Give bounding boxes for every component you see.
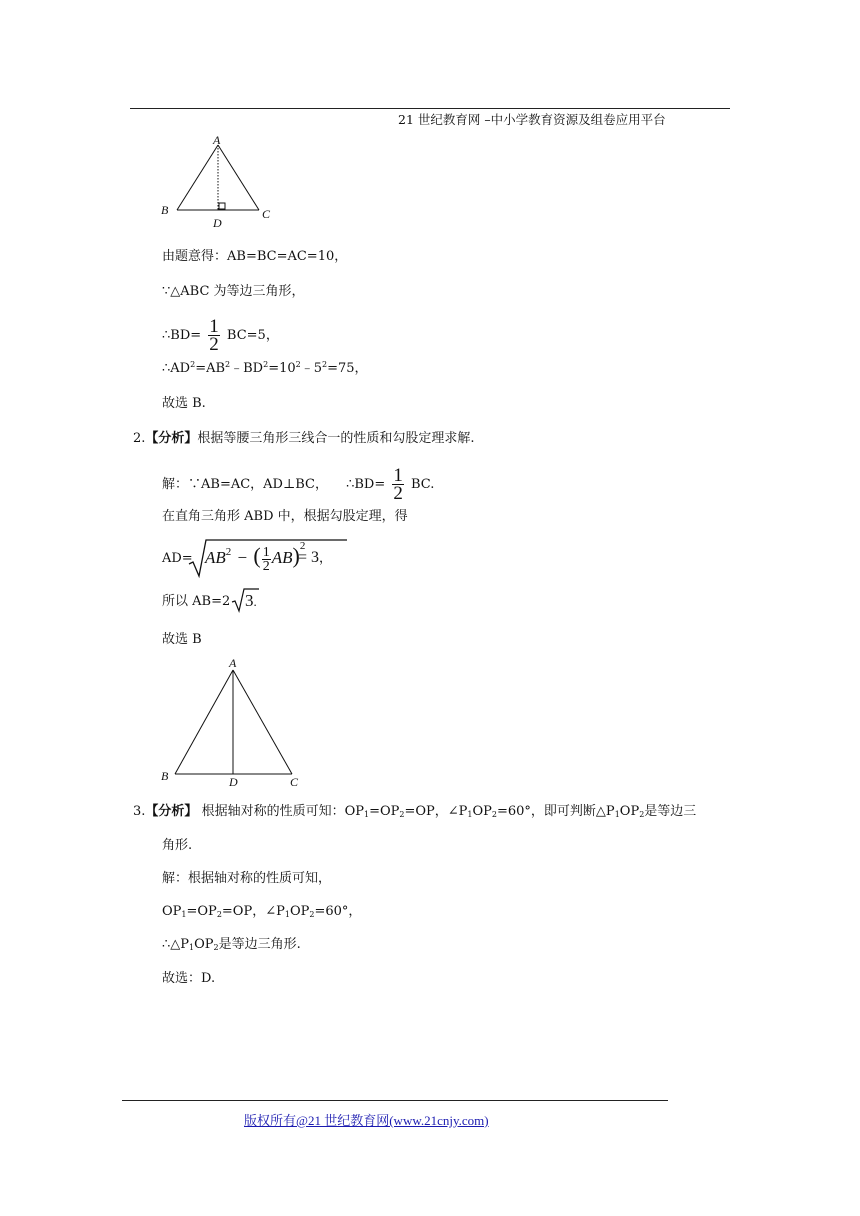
side-ab: [175, 670, 233, 774]
footer-copyright-link[interactable]: 版权所有@21 世纪教育网(www.21cnjy.com): [244, 1113, 489, 1128]
s3-line3: [162, 936, 301, 954]
s3-l3-c: 是等边三角形.: [218, 937, 301, 952]
formula-eq: = 3: [298, 549, 320, 566]
s1-line2: ∵△ABC 为等边三角形，: [162, 284, 305, 299]
s3-analysis-cont: 角形.: [162, 838, 193, 853]
formula-paren-open: (: [253, 543, 261, 568]
s2-l1-c: BC.: [411, 477, 435, 492]
sup: 2: [295, 360, 301, 369]
s1-l4-e: ﹣5: [300, 361, 323, 376]
sub: 2: [491, 810, 497, 819]
fraction-den: 2: [209, 334, 219, 355]
formula-exp2: 2: [299, 540, 306, 552]
formula-ab: AB: [205, 548, 226, 567]
s3-f: OP: [619, 804, 640, 819]
s1-l4-a: ∴AD: [162, 361, 191, 376]
vertex-label-b: B: [161, 769, 169, 783]
side-ab: [177, 145, 218, 210]
s2-line4: [162, 593, 230, 611]
s3-b: =OP: [369, 804, 400, 819]
s2-analysis: [133, 430, 475, 448]
s1-line3: [162, 318, 279, 353]
sup: 2: [263, 360, 269, 369]
s3-l2-a: OP: [162, 904, 182, 919]
formula-ab2: AB: [271, 548, 293, 567]
sub: 2: [213, 943, 219, 952]
formula-minus: −: [237, 548, 248, 567]
right-angle-mark: [219, 203, 225, 209]
fraction-num: 1: [393, 465, 403, 486]
vertex-label-d: D: [229, 775, 238, 789]
s2-line2: 在直角三角形 ABD 中，根据勾股定理，得: [162, 509, 408, 524]
sup: 2: [322, 360, 328, 369]
fraction-den: 2: [262, 558, 270, 574]
s1-l4-b: =AB: [195, 361, 226, 376]
s3-analysis: [133, 803, 696, 821]
s1-l4-d: =10: [268, 361, 296, 376]
s3-tag: 【分析】: [145, 804, 198, 819]
sub: 2: [216, 910, 222, 919]
fraction-num: 1: [209, 316, 219, 337]
fraction-den: 2: [393, 483, 403, 504]
s1-l4-c: ﹣BD: [230, 361, 264, 376]
s3-l2-e: =60°，: [314, 904, 362, 919]
formula-exp: 2: [225, 546, 232, 558]
formula-result: [298, 547, 332, 569]
vertex-label-a: A: [213, 133, 221, 147]
s3-number: 3.: [133, 804, 146, 819]
sup: 2: [225, 360, 231, 369]
s3-l2-b: =OP: [186, 904, 217, 919]
vertex-label-a: A: [229, 656, 237, 670]
sub: 2: [639, 810, 645, 819]
s2-l1-b: ∴BD=: [346, 477, 386, 492]
formula-paren-close: ): [292, 543, 300, 568]
s1-line3-b: BC=5，: [226, 328, 279, 343]
header-rule: [130, 108, 730, 109]
vertex-label-c: C: [290, 775, 299, 789]
sub: 1: [363, 810, 370, 819]
fraction-half: [208, 318, 220, 353]
fraction-num: 1: [262, 544, 270, 560]
side-ac: [233, 670, 292, 774]
s3-d: OP: [472, 804, 492, 819]
s2-number: 2.: [133, 431, 146, 446]
s2-tag: 【分析】: [145, 431, 198, 446]
vertex-label-c: C: [262, 207, 271, 221]
formula-fraction: [262, 546, 271, 573]
sub: 1: [189, 943, 195, 952]
s3-l3-a: ∴△P: [162, 937, 190, 952]
s3-a: 根据轴对称的性质可知：OP: [201, 804, 364, 819]
formula-body: [205, 541, 305, 573]
s3-g: 是等边三: [644, 804, 697, 819]
sub: 1: [284, 910, 290, 919]
figure-triangle-1: [155, 132, 285, 232]
s2-l1-a: 解：∵AB=AC，AD⊥BC，: [162, 477, 328, 492]
s3-e: =60°，即可判断△P: [497, 804, 615, 819]
s2-line1: [162, 467, 434, 502]
sqrt3-value: 3: [245, 591, 254, 610]
sub: 2: [309, 910, 315, 919]
s1-line5: 故选 B.: [162, 396, 206, 411]
sub: 1: [181, 910, 187, 919]
s2-analysis-text: 根据等腰三角形三线合一的性质和勾股定理求解.: [197, 431, 475, 446]
header-text: 21 世纪教育网 –中小学教育资源及组卷应用平台: [398, 112, 666, 127]
figure-triangle-2: [155, 654, 315, 792]
formula-end: ，: [319, 550, 333, 565]
sub: 1: [467, 810, 473, 819]
fraction-half-2: [392, 467, 404, 502]
s2-l4-b: .: [253, 594, 257, 609]
s3-line4: 故选：D.: [162, 971, 216, 986]
s1-l4-f: =75，: [327, 361, 368, 376]
footer-rule: [122, 1100, 668, 1101]
s1-line3-a: ∴BD=: [162, 328, 202, 343]
s2-l3-a: AD=: [162, 551, 193, 566]
sqrt3-body: [245, 590, 257, 613]
s2-line5: 故选 B: [162, 632, 202, 647]
sub: 1: [614, 810, 620, 819]
vertex-label-b: B: [161, 203, 169, 217]
s3-line1: 解：根据轴对称的性质可知，: [162, 871, 332, 886]
s3-line2: [162, 903, 361, 921]
s2-l4-a: 所以 AB=2: [162, 594, 231, 609]
vertex-label-d: D: [213, 216, 222, 230]
s3-l3-b: OP: [194, 937, 214, 952]
s1-line4: [162, 360, 368, 378]
sup: 2: [190, 360, 196, 369]
sub: 2: [399, 810, 405, 819]
s3-c: =OP，∠P: [404, 804, 468, 819]
s1-line1: 由题意得：AB=BC=AC=10，: [162, 249, 348, 264]
s3-l2-c: =OP，∠P: [221, 904, 285, 919]
s3-l2-d: OP: [289, 904, 310, 919]
side-ac: [218, 145, 259, 210]
